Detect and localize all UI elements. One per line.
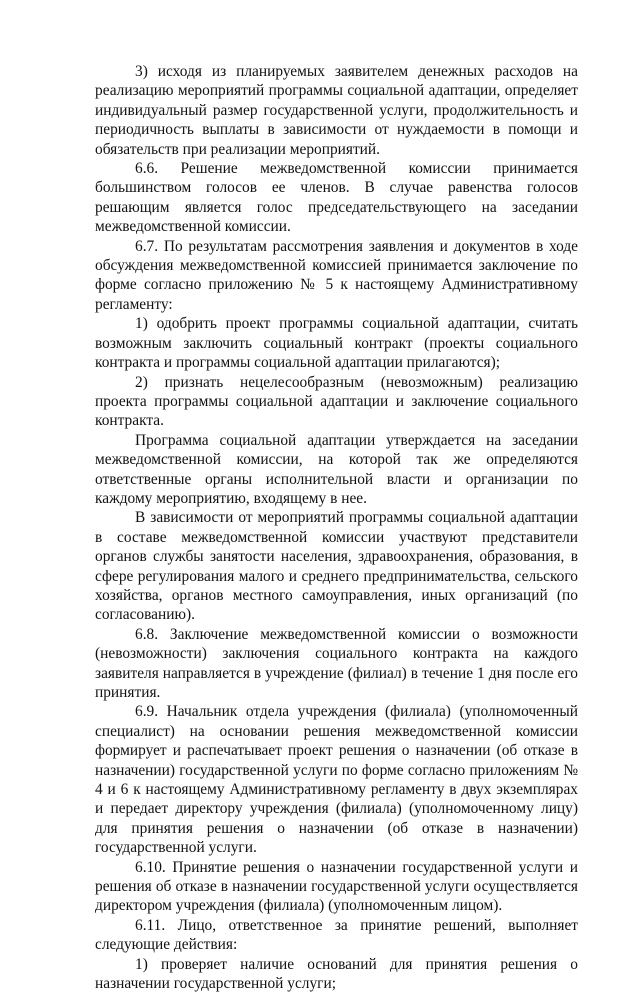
- paragraph-commission-participants: В зависимости от мероприятий программы социальной адаптации в составе межведомственной комиссии участвуют представители органов службы занятости населения, здравоохранения, образования, в сфере регулирования малого и среднего предпринимательства, сельского хозяйства, органов местного самоуправления, иных организаций (по согласованию).: [95, 509, 578, 624]
- paragraph-6-11-item-1: 1) проверяет наличие оснований для принятия решения о назначении государственной услуги;: [95, 955, 578, 993]
- paragraph-6-9: 6.9. Начальник отдела учреждения (филиала) (уполномоченный специалист) на основании решения межведомственной комиссии формирует и распечатывает проект решения о назначении (об отказе в назначении) государственной услуги по форме согласно приложениям № 4 и 6 к настоящему Административному регламенту в двух экземплярах и передает директору учреждения (филиала) (уполномоченному лицу) для принятия решения о назначении (об отказе в назначении) государственной услуги.: [95, 703, 578, 857]
- paragraph-6-8: 6.8. Заключение межведомственной комиссии о возможности (невозможности) заключения социального контракта на каждого заявителя направляется в учреждение (филиал) в течение 1 дня после его принятия.: [95, 625, 578, 701]
- paragraph-6-10: 6.10. Принятие решения о назначении государственной услуги и решения об отказе в назначении государственной услуги осуществляется директором учреждения (филиала) (уполномоченным лицом).: [95, 858, 578, 915]
- paragraph-6-7-option-2: 2) признать нецелесообразным (невозможным) реализацию проекта программы социальной адаптации и заключение социального контракта.: [95, 373, 578, 430]
- paragraph-program-approval: Программа социальной адаптации утверждается на заседании межведомственной комиссии, на которой так же определяются ответственные органы исполнительной власти и организации по каждому мероприятию, входящему в нее.: [95, 431, 578, 507]
- paragraph-item-3-program-costs: 3) исходя из планируемых заявителем денежных расходов на реализацию мероприятий программы социальной адаптации, определяет индивидуальный размер государственной услуги, продолжительность и периодичность выплаты в зависимости от нуждаемости в помощи и обязательств при реализации мероприятий.: [95, 63, 578, 158]
- paragraph-6-6: 6.6. Решение межведомственной комиссии принимается большинством голосов ее членов. В случае равенства голосов решающим является голос председательствующего на заседании межведомственной комиссии.: [95, 160, 578, 236]
- paragraph-6-7-option-1: 1) одобрить проект программы социальной адаптации, считать возможным заключить социальный контракт (проекты социального контракта и программы социальной адаптации прилагаются);: [95, 315, 578, 372]
- paragraph-6-11: 6.11. Лицо, ответственное за принятие решений, выполняет следующие действия:: [95, 916, 578, 954]
- paragraph-6-7: 6.7. По результатам рассмотрения заявления и документов в ходе обсуждения межведомственной комиссией принимается заключение по форме согласно приложению № 5 к настоящему Административному регламенту:: [95, 237, 578, 313]
